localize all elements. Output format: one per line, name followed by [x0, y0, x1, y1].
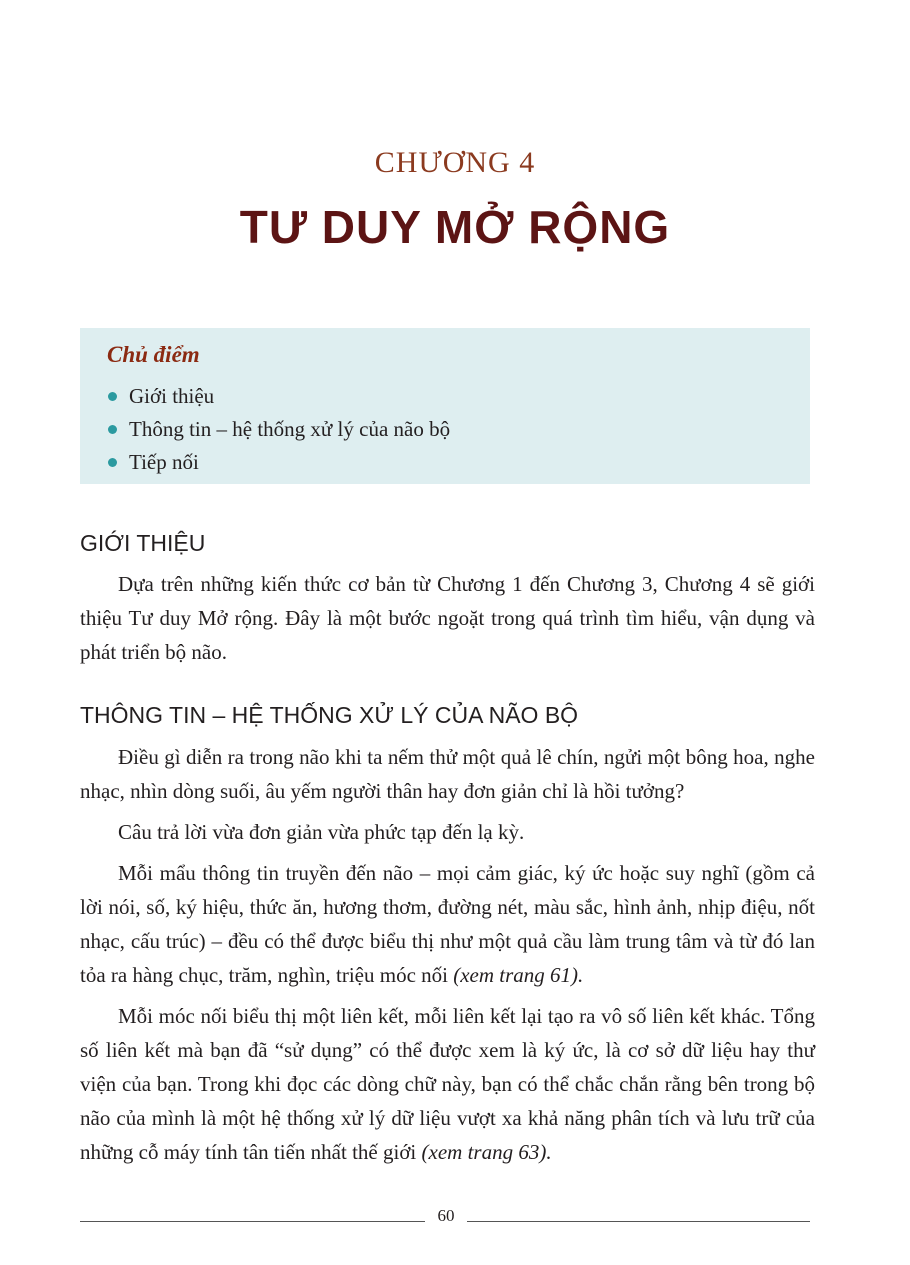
topic-item-label: Thông tin – hệ thống xử lý của não bộ — [129, 417, 451, 441]
topic-item — [108, 446, 450, 479]
page-reference: (xem trang 61). — [453, 963, 584, 987]
topics-heading: Chủ điểm — [107, 342, 200, 367]
chapter-title: TƯ DUY MỞ RỘNG — [239, 201, 671, 253]
intro-paragraph: Dựa trên những kiến thức cơ bản từ Chương 1 đến Chương 3, Chương 4 sẽ giới thiệu Tư duy Mở rộng. Đây là một bước ngoặt trong quá trình tìm hiểu, vận dụng và phát triển bộ não. — [80, 572, 815, 664]
paragraph-text: Mỗi móc nối biểu thị một liên kết, mỗi liên kết lại tạo ra vô số liên kết khác. Tổng số liên kết mà bạn đã “sử dụng” có thể được xem là ký ức, là cơ sở dữ liệu hay thư viện của bạn. Trong khi đọc các dòng chữ này, bạn có thể chắc chắn rằng bên trong bộ não của mình là một hệ thống xử lý dữ liệu vượt xa khả năng phân tích và lưu trữ của những cỗ máy tính tân tiến nhất thế giới — [80, 1004, 815, 1164]
bullet-icon — [108, 425, 117, 434]
footer-rule-right — [467, 1221, 810, 1222]
topic-item-label: Giới thiệu — [129, 384, 215, 408]
footer-rule-left — [80, 1221, 425, 1222]
chapter-label: CHƯƠNG 4 — [374, 146, 536, 179]
topics-list — [108, 380, 450, 479]
body-paragraph — [80, 856, 815, 992]
section-heading-intro: GIỚI THIỆU — [80, 530, 206, 556]
body-paragraph — [80, 999, 815, 1169]
topics-box — [80, 328, 810, 484]
topic-item-label: Tiếp nối — [129, 450, 199, 474]
bullet-icon — [108, 392, 117, 401]
page-reference: (xem trang 63). — [421, 1140, 552, 1164]
topic-item — [108, 413, 450, 446]
page-number: 60 — [437, 1206, 455, 1225]
paragraph-text: Mỗi mẩu thông tin truyền đến não – mọi cảm giác, ký ức hoặc suy nghĩ (gồm cả lời nói, số, ký hiệu, thức ăn, hương thơm, đường nét, màu sắc, hình ảnh, nhịp điệu, nốt nhạc, cấu trúc) – đều có thể được biểu thị như một quả cầu làm trung tâm và từ đó lan tỏa ra hàng chục, trăm, nghìn, triệu móc nối — [80, 861, 815, 987]
body-paragraph: Điều gì diễn ra trong não khi ta nếm thử một quả lê chín, ngửi một bông hoa, nghe nhạc, nhìn dòng suối, âu yếm người thân hay đơn giản chỉ là hồi tưởng? — [80, 745, 815, 803]
section-heading-information: THÔNG TIN – HỆ THỐNG XỬ LÝ CỦA NÃO BỘ — [80, 702, 579, 728]
body-paragraph: Câu trả lời vừa đơn giản vừa phức tạp đến lạ kỳ. — [118, 820, 525, 844]
topic-item — [108, 380, 450, 413]
bullet-icon — [108, 458, 117, 467]
